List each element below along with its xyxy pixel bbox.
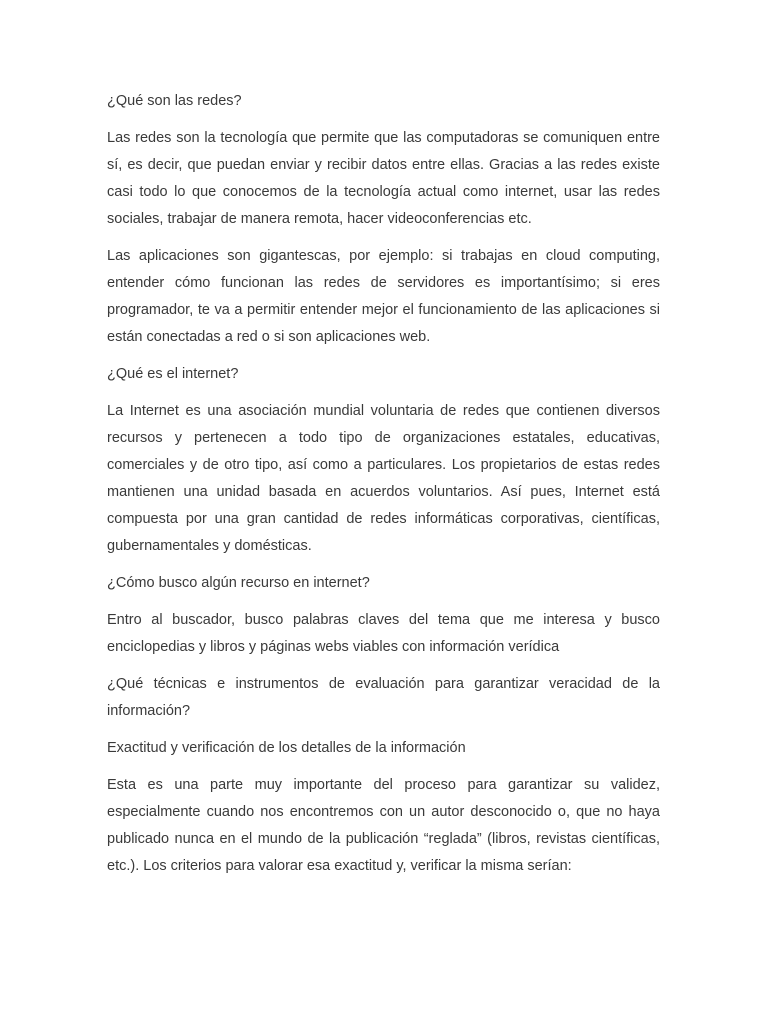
question-heading-networks: ¿Qué son las redes?	[107, 93, 242, 109]
document-page	[107, 88, 660, 890]
subheading-accuracy: Exactitud y verificación de los detalles de la información	[107, 740, 466, 756]
paragraph-search-answer: Entro al buscador, busco palabras claves del tema que me interesa y busco enciclopedias y libros y páginas webs viables con información verídica	[107, 612, 660, 655]
paragraph-accuracy: Esta es una parte muy importante del proceso para garantizar su validez, especialmente cuando nos encontremos con un autor desconocido o, que no haya publicado nunca en el mundo de la publicación “reglada” (libros, revistas científicas, etc.). Los criterios para valorar esa exactitud y, verificar la misma serían:	[107, 777, 660, 874]
question-heading-evaluation: ¿Qué técnicas e instrumentos de evaluación para garantizar veracidad de la información?	[107, 676, 660, 719]
paragraph-internet-definition: La Internet es una asociación mundial voluntaria de redes que contienen diversos recursos y pertenecen a todo tipo de organizaciones estatales, educativas, comerciales y de otro tipo, así como a particulares. Los propietarios de estas redes mantienen una unidad basada en acuerdos voluntarios. Así pues, Internet está compuesta por una gran cantidad de redes informáticas corporativas, científicas, gubernamentales y domésticas.	[107, 403, 660, 554]
question-heading-search: ¿Cómo busco algún recurso en internet?	[107, 575, 370, 591]
paragraph-networks-definition: Las redes son la tecnología que permite que las computadoras se comuniquen entre sí, es decir, que puedan enviar y recibir datos entre ellas. Gracias a las redes existe casi todo lo que conocemos de la tecnología actual como internet, usar las redes sociales, trabajar de manera remota, hacer videoconferencias etc.	[107, 130, 660, 227]
paragraph-networks-applications: Las aplicaciones son gigantescas, por ejemplo: si trabajas en cloud computing, entender cómo funcionan las redes de servidores es importantísimo; si eres programador, te va a permitir entender mejor el funcionamiento de las aplicaciones si están conectadas a red o si son aplicaciones web.	[107, 248, 660, 345]
question-heading-internet: ¿Qué es el internet?	[107, 366, 239, 382]
